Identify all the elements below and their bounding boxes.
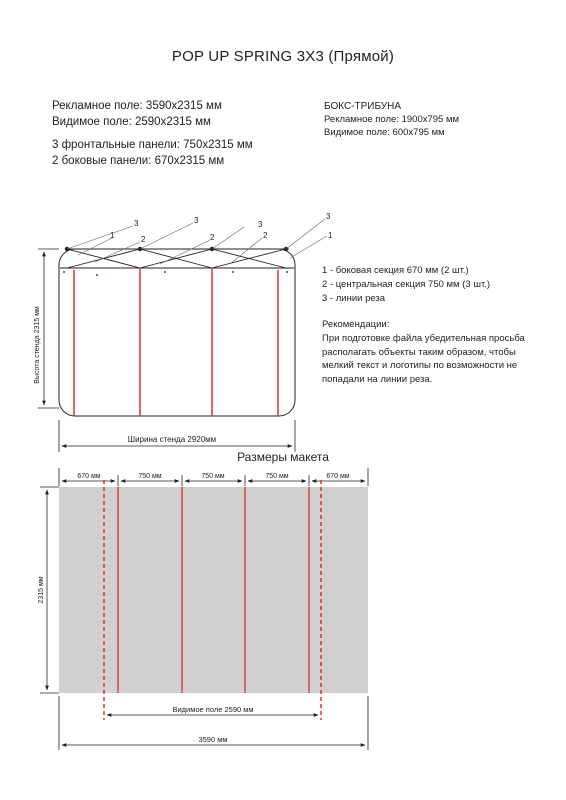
page-title: POP UP SPRING 3X3 (Прямой)	[171, 48, 395, 65]
callout-5: 2	[210, 233, 215, 242]
spec-ad-field: Рекламное поле: 3590х2315 мм	[52, 100, 222, 112]
spec-side-panels: 2 боковые панели: 670х2315 мм	[52, 155, 225, 167]
segment-label-4: 750 мм	[265, 473, 289, 480]
callout-numbers	[110, 212, 333, 244]
legend-item-3: 3 - линии реза	[322, 293, 386, 304]
stand-frame	[59, 249, 295, 416]
callout-9: 1	[328, 231, 333, 240]
segment-label-5: 670 мм	[326, 473, 350, 480]
callout-4: 3	[194, 216, 199, 225]
callout-1: 3	[134, 219, 139, 228]
segment-label-1: 670 мм	[77, 473, 101, 480]
legend-item-1: 1 - боковая секция 670 мм (2 шт.)	[322, 265, 469, 276]
callout-8: 3	[326, 212, 331, 221]
spec-visible-field: Видимое поле: 2590х2315 мм	[52, 116, 211, 128]
segment-label-2: 750 мм	[138, 473, 162, 480]
legend-item-2: 2 - центральная секция 750 мм (3 шт.)	[322, 279, 491, 290]
layout-diagram	[38, 468, 368, 750]
layout-height-label: 2315 мм	[38, 576, 45, 604]
callout-3: 2	[141, 235, 146, 244]
layout-heading: Размеры макета	[237, 450, 329, 464]
box-ad-field: Рекламное поле: 1900х795 мм	[324, 114, 460, 125]
recommendations-title: Рекомендации:	[322, 319, 390, 330]
visible-field-label: Видимое поле 2590 мм	[172, 705, 254, 714]
spec-front-panels: 3 фронтальные панели: 750х2315 мм	[52, 139, 253, 151]
recommendations-text: При подготовке файла убедительная просьба располагать объекты таким образом, чтобы мелкий текст и логотипы по возможности не попадали на линии реза.	[322, 333, 525, 385]
total-width-label: 3590 мм	[198, 735, 228, 744]
box-visible-field: Видимое поле: 600х795 мм	[324, 127, 445, 138]
stand-width-label: Ширина стенда 2920мм	[127, 435, 217, 444]
callout-7: 2	[263, 231, 268, 240]
callout-6: 3	[258, 220, 263, 229]
stand-height-label: Высота стенда 2315 мм	[34, 306, 41, 384]
stand-height-dimension	[38, 249, 59, 408]
callout-2: 1	[110, 231, 115, 240]
segment-label-3: 750 мм	[201, 473, 225, 480]
stand-diagram	[34, 212, 333, 452]
box-title: БОКС-ТРИБУНА	[324, 101, 402, 112]
